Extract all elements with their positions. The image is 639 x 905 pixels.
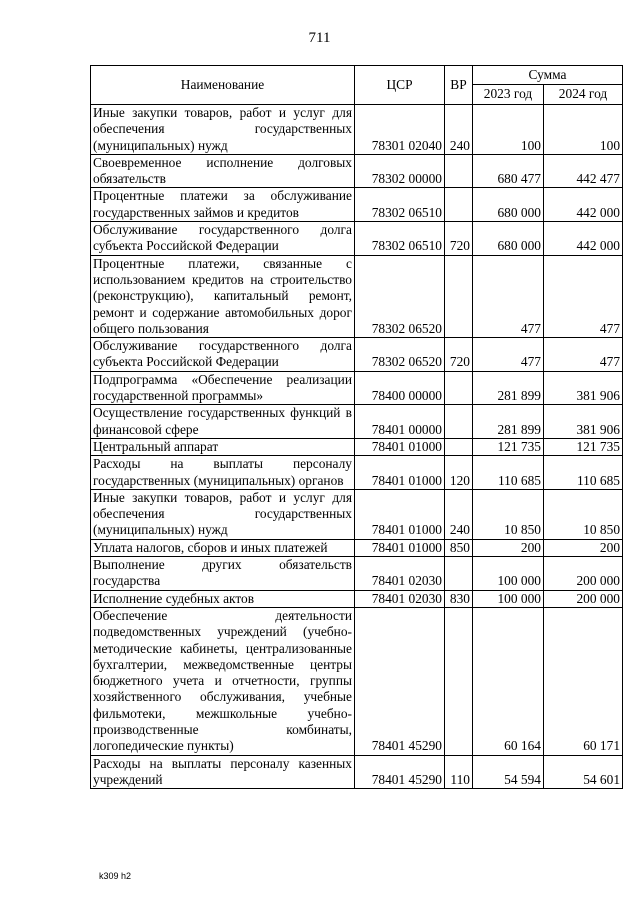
row-value-2023-cell: 100 000 — [473, 590, 544, 607]
table-row — [91, 255, 623, 337]
row-csr-cell: 78302 00000 — [355, 154, 445, 188]
row-value-2024-cell: 121 735 — [544, 438, 623, 455]
row-value-2024-cell: 200 000 — [544, 590, 623, 607]
row-name-cell: Иные закупки товаров, работ и услуг для обеспечения государственных (муниципальных) нужд — [91, 489, 355, 539]
row-csr-cell: 78401 00000 — [355, 405, 445, 439]
header-year-2024: 2024 год — [544, 85, 623, 105]
table-row — [91, 557, 623, 591]
row-vr-cell: 720 — [445, 222, 473, 256]
row-name-cell: Обслуживание государственного долга субъекта Российской Федерации — [91, 222, 355, 256]
table-row — [91, 371, 623, 405]
row-value-2023-cell: 100 — [473, 105, 544, 155]
row-vr-cell — [445, 438, 473, 455]
table-row — [91, 755, 623, 789]
row-name-cell: Исполнение судебных актов — [91, 590, 355, 607]
row-name-cell: Подпрограмма «Обеспечение реализации государственной программы» — [91, 371, 355, 405]
row-csr-cell: 78302 06520 — [355, 255, 445, 337]
row-value-2023-cell: 200 — [473, 539, 544, 556]
header-csr: ЦСР — [355, 66, 445, 105]
row-csr-cell: 78401 45290 — [355, 755, 445, 789]
row-vr-cell — [445, 557, 473, 591]
table-row — [91, 590, 623, 607]
row-value-2024-cell: 477 — [544, 338, 623, 372]
row-csr-cell: 78401 01000 — [355, 539, 445, 556]
row-csr-cell: 78302 06510 — [355, 188, 445, 222]
row-name-cell: Расходы на выплаты персоналу государственных (муниципальных) органов — [91, 456, 355, 490]
row-vr-cell: 110 — [445, 755, 473, 789]
row-vr-cell — [445, 154, 473, 188]
row-value-2024-cell: 442 477 — [544, 154, 623, 188]
row-vr-cell — [445, 405, 473, 439]
budget-table — [90, 65, 623, 789]
row-value-2024-cell: 442 000 — [544, 188, 623, 222]
row-value-2023-cell: 60 164 — [473, 607, 544, 755]
header-name: Наименование — [91, 66, 355, 105]
row-vr-cell — [445, 371, 473, 405]
row-value-2024-cell: 442 000 — [544, 222, 623, 256]
row-vr-cell — [445, 255, 473, 337]
table-body — [91, 105, 623, 789]
table-row — [91, 539, 623, 556]
row-vr-cell: 850 — [445, 539, 473, 556]
table-row — [91, 456, 623, 490]
table-row — [91, 607, 623, 755]
row-value-2023-cell: 100 000 — [473, 557, 544, 591]
table-row — [91, 338, 623, 372]
row-value-2024-cell: 381 906 — [544, 371, 623, 405]
table-row — [91, 188, 623, 222]
page-number: 711 — [308, 30, 331, 46]
row-vr-cell: 120 — [445, 456, 473, 490]
row-value-2023-cell: 680 477 — [473, 154, 544, 188]
table-row — [91, 438, 623, 455]
row-value-2023-cell: 477 — [473, 338, 544, 372]
row-value-2023-cell: 680 000 — [473, 188, 544, 222]
row-value-2024-cell: 200 000 — [544, 557, 623, 591]
row-vr-cell — [445, 607, 473, 755]
row-name-cell: Расходы на выплаты персоналу казенных учреждений — [91, 755, 355, 789]
row-name-cell: Центральный аппарат — [91, 438, 355, 455]
row-csr-cell: 78401 02030 — [355, 590, 445, 607]
row-csr-cell: 78400 00000 — [355, 371, 445, 405]
row-name-cell: Процентные платежи за обслуживание государственных займов и кредитов — [91, 188, 355, 222]
table-header — [91, 66, 623, 105]
header-sum: Сумма — [473, 66, 623, 85]
row-csr-cell: 78302 06510 — [355, 222, 445, 256]
row-value-2024-cell: 200 — [544, 539, 623, 556]
header-year-2023: 2023 год — [473, 85, 544, 105]
row-csr-cell: 78401 45290 — [355, 607, 445, 755]
row-name-cell: Обслуживание государственного долга субъекта Российской Федерации — [91, 338, 355, 372]
row-name-cell: Осуществление государственных функций в финансовой сфере — [91, 405, 355, 439]
row-vr-cell: 240 — [445, 105, 473, 155]
row-value-2023-cell: 680 000 — [473, 222, 544, 256]
row-csr-cell: 78401 02030 — [355, 557, 445, 591]
row-value-2024-cell: 381 906 — [544, 405, 623, 439]
row-csr-cell: 78401 01000 — [355, 489, 445, 539]
row-value-2023-cell: 121 735 — [473, 438, 544, 455]
row-name-cell: Иные закупки товаров, работ и услуг для обеспечения государственных (муниципальных) нужд — [91, 105, 355, 155]
row-csr-cell: 78301 02040 — [355, 105, 445, 155]
row-csr-cell: 78401 01000 — [355, 438, 445, 455]
row-name-cell: Процентные платежи, связанные с использованием кредитов на строительство (реконструкцию), капитальный ремонт, ремонт и содержание автомобильных дорог общего пользования — [91, 255, 355, 337]
table-row — [91, 405, 623, 439]
row-value-2024-cell: 100 — [544, 105, 623, 155]
row-value-2024-cell: 110 685 — [544, 456, 623, 490]
row-value-2023-cell: 281 899 — [473, 405, 544, 439]
row-value-2024-cell: 477 — [544, 255, 623, 337]
table-row — [91, 154, 623, 188]
row-vr-cell: 240 — [445, 489, 473, 539]
row-name-cell: Уплата налогов, сборов и иных платежей — [91, 539, 355, 556]
row-vr-cell: 830 — [445, 590, 473, 607]
row-name-cell: Своевременное исполнение долговых обязательств — [91, 154, 355, 188]
row-value-2023-cell: 10 850 — [473, 489, 544, 539]
row-value-2023-cell: 477 — [473, 255, 544, 337]
row-csr-cell: 78302 06520 — [355, 338, 445, 372]
table-row — [91, 489, 623, 539]
row-csr-cell: 78401 01000 — [355, 456, 445, 490]
row-value-2023-cell: 110 685 — [473, 456, 544, 490]
header-vr: ВР — [445, 66, 473, 105]
row-name-cell: Обеспечение деятельности подведомственных учреждений (учебно-методические кабинеты, централизованные бухгалтерии, межведомственные центры бюджетного учета и отчетности, группы хозяйственного обслуживания, учебные фильмотеки, межшкольные учебно-производственные комбинаты, логопедические пункты) — [91, 607, 355, 755]
row-vr-cell — [445, 188, 473, 222]
footer-code: k309 h2 — [99, 871, 132, 881]
table-row — [91, 222, 623, 256]
row-value-2023-cell: 281 899 — [473, 371, 544, 405]
row-value-2024-cell: 60 171 — [544, 607, 623, 755]
row-value-2024-cell: 54 601 — [544, 755, 623, 789]
row-value-2023-cell: 54 594 — [473, 755, 544, 789]
row-value-2024-cell: 10 850 — [544, 489, 623, 539]
row-vr-cell: 720 — [445, 338, 473, 372]
table-row — [91, 105, 623, 155]
row-name-cell: Выполнение других обязательств государства — [91, 557, 355, 591]
